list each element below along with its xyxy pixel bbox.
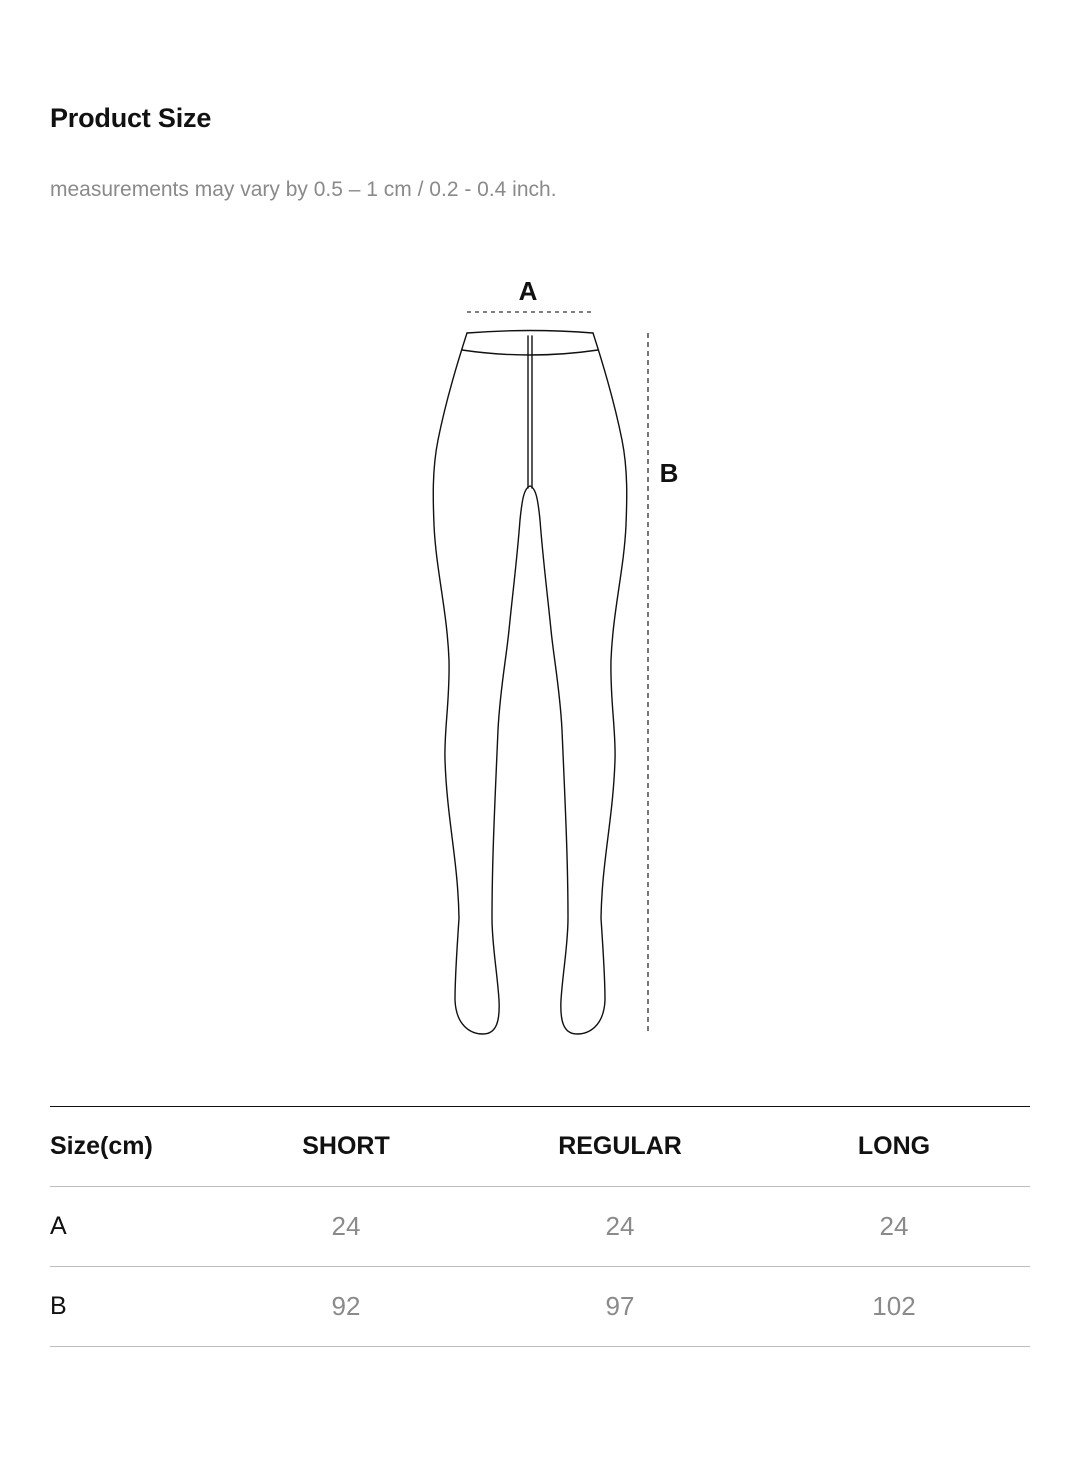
row-label-b: B bbox=[50, 1292, 67, 1320]
short-header: SHORT bbox=[302, 1132, 390, 1160]
table-header-row bbox=[50, 1107, 1030, 1187]
page-title: Product Size bbox=[50, 103, 212, 133]
dimension-b-label: B bbox=[659, 458, 679, 488]
cell-a-short: 24 bbox=[331, 1211, 361, 1241]
dimension-a-label: A bbox=[518, 276, 538, 306]
cell-b-short: 92 bbox=[331, 1291, 361, 1321]
row-label-a: A bbox=[50, 1212, 67, 1240]
tights-outline bbox=[433, 331, 627, 1035]
table-row bbox=[50, 1187, 1030, 1267]
cell-a-regular: 24 bbox=[605, 1211, 635, 1241]
measurement-note: measurements may vary by 0.5 – 1 cm / 0.2 - 0.4 inch. bbox=[50, 178, 557, 201]
cell-a-long: 24 bbox=[879, 1211, 909, 1241]
table-row bbox=[50, 1267, 1030, 1347]
tights-size-diagram bbox=[0, 260, 1080, 1060]
size-unit-header: Size(cm) bbox=[50, 1132, 153, 1160]
cell-b-long: 102 bbox=[872, 1291, 916, 1321]
size-table bbox=[50, 1106, 1030, 1347]
regular-header: REGULAR bbox=[558, 1132, 682, 1160]
cell-b-regular: 97 bbox=[605, 1291, 635, 1321]
long-header: LONG bbox=[857, 1132, 931, 1160]
